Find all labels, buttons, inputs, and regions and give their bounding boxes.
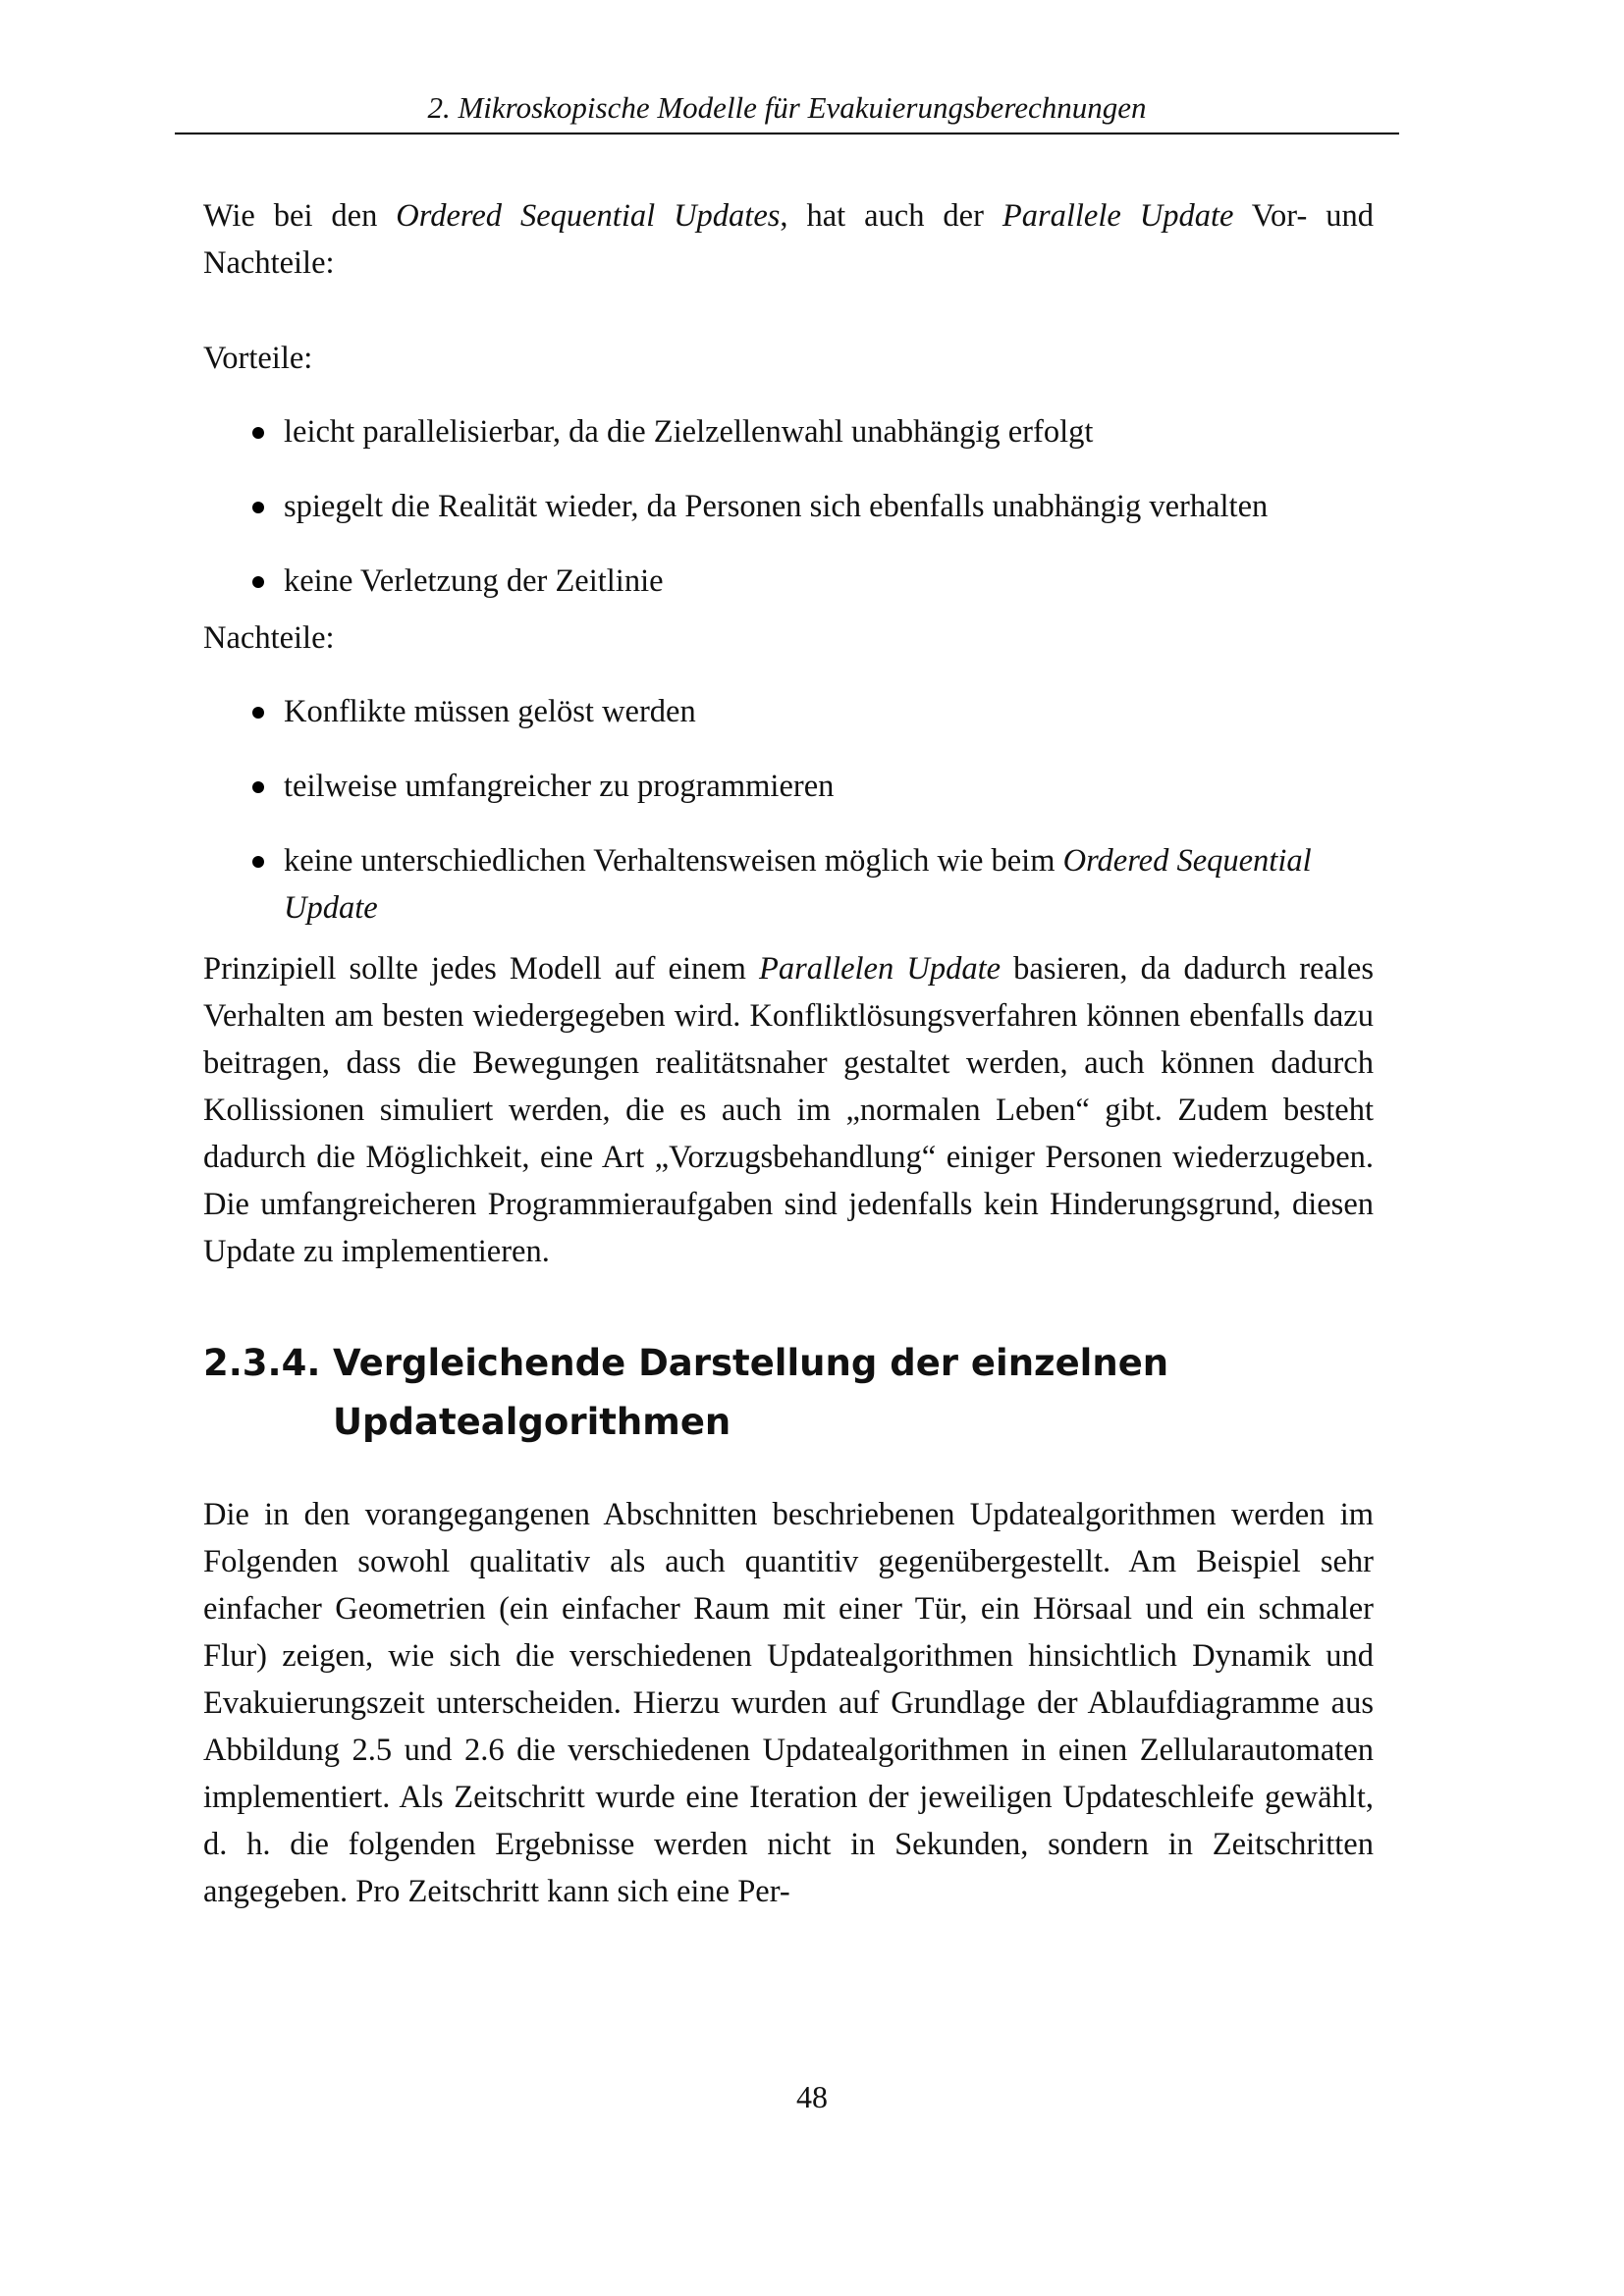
page-number: 48 (796, 2079, 828, 2114)
section-number: 2.3.4. (203, 1342, 321, 1384)
emphasis: Parallele Update (1001, 198, 1234, 234)
bullet-icon (252, 576, 264, 588)
list-item: keine unterschiedlichen Verhaltensweisen möglich wie beim Ordered Sequential Update (203, 837, 1374, 932)
emphasis: Ordered Sequential Updates (396, 198, 781, 234)
disadvantages-label: Nachteile: (203, 620, 335, 656)
page-body (203, 192, 1374, 1915)
header-rule (175, 133, 1399, 134)
bullet-icon (252, 856, 264, 868)
conclusion-paragraph: Prinzipiell sollte jedes Modell auf einem Parallelen Update basieren, da dadurch reales Verhalten am besten wiedergegeben wird. Konfliktlösungsverfahren können ebenfalls dazu beitragen, dass die Bewegungen realitätsnaher gestaltet werden, auch können dadurch Kollissionen simuliert werden, die es auch im „normalen Leben“ gibt. Zudem besteht dadurch die Möglichkeit, eine Art „Vorzugsbehandlung“ einiger Personen wiederzugeben. Die umfangreicheren Programmieraufgaben sind jedenfalls kein Hinderungsgrund, diesen Update zu implementieren. (203, 951, 1374, 1269)
section-paragraph: Die in den vorangegangenen Abschnitten beschriebenen Updatealgorithmen werden im Folgenden sowohl qualitativ als auch quantitiv gegenübergestellt. Am Beispiel sehr einfacher Geometrien (ein einfacher Raum mit einer Tür, ein Hörsaal und ein schmaler Flur) zeigen, wie sich die verschiedenen Updatealgorithmen hinsichtlich Dynamik und Evakuierungszeit unterscheiden. Hierzu wurden auf Grundlage der Ablaufdiagramme aus Abbildung 2.5 und 2.6 die verschiedenen Updatealgorithmen in einen Zellularautomaten implementiert. Als Zeitschritt wurde eine Iteration der jeweiligen Updateschleife gewählt, d. h. die folgenden Ergebnisse werden nicht in Sekunden, sondern in Zeitschritten angegeben. Pro Zeitschritt kann sich eine Per- (203, 1497, 1374, 1909)
disadvantages-list (203, 688, 1374, 932)
section-heading (203, 1334, 1374, 1452)
emphasis: Ordered Sequential Update (284, 843, 1312, 926)
bullet-icon (252, 781, 264, 793)
section-title: Vergleichende Darstellung der einzelnen Updatealgorithmen (333, 1342, 1169, 1443)
list-item: spiegelt die Realität wieder, da Personen sich ebenfalls unabhängig verhalten (203, 483, 1374, 530)
list-item: leicht parallelisierbar, da die Zielzellenwahl unabhängig erfolgt (203, 408, 1374, 455)
intro-paragraph: Wie bei den Ordered Sequential Updates, hat auch der Parallele Update Vor- und Nachteile: (203, 198, 1374, 281)
advantages-label: Vorteile: (203, 341, 313, 376)
bullet-icon (252, 502, 264, 513)
bullet-icon (252, 707, 264, 719)
emphasis: Parallelen Update (759, 951, 1001, 987)
running-header: 2. Mikroskopische Modelle für Evakuierungsberechnungen (427, 90, 1147, 125)
bullet-icon (252, 427, 264, 439)
list-item: keine Verletzung der Zeitlinie (203, 558, 1374, 605)
list-item: teilweise umfangreicher zu programmieren (203, 763, 1374, 810)
list-item: Konflikte müssen gelöst werden (203, 688, 1374, 735)
advantages-list (203, 408, 1374, 605)
